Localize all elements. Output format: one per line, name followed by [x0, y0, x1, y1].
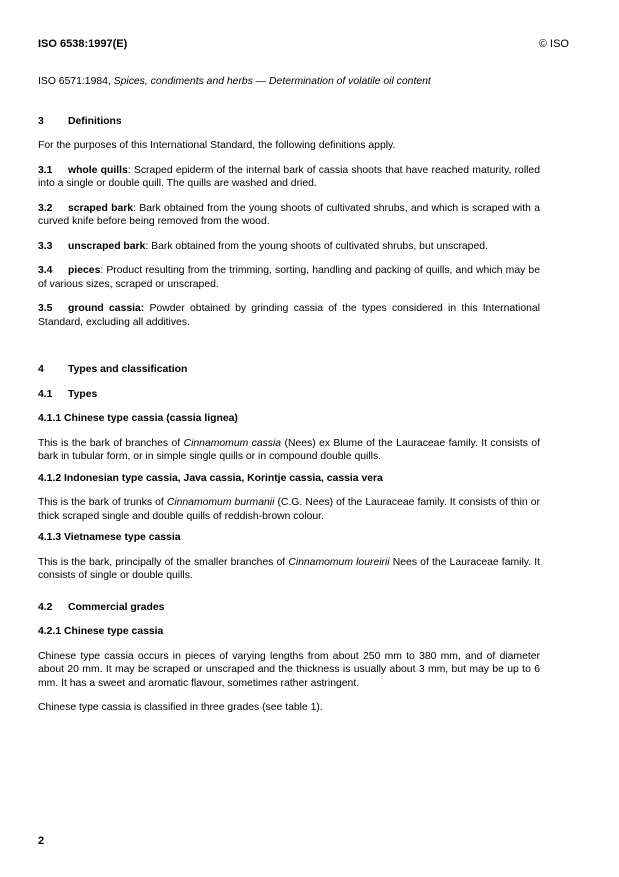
subsection-4-1-1-heading: 4.1.1 Chinese type cassia (cassia lignea): [38, 413, 238, 425]
definition-term: ground cassia:: [68, 303, 145, 315]
species-name: Cinnamomum burmanii: [166, 497, 275, 509]
subsection-4-1-heading: 4.1 Types: [38, 388, 98, 400]
definition-term: scraped bark: [68, 202, 134, 214]
definition-term: unscraped bark: [68, 240, 146, 252]
reference-title: Spices, condiments and herbs — Determination of volatile oil content: [113, 76, 431, 87]
normative-reference: [38, 75, 540, 89]
species-name: Cinnamomum cassia: [183, 437, 282, 449]
definition-3-1: 3.1 whole quills: Scraped epiderm of the internal bark of cassia shoots that have reached maturity, rolled into a single or double quill. The quills are washed and dried.: [38, 164, 540, 190]
section-number: 4: [38, 364, 44, 376]
definition-text: : Bark obtained from the young shoots of cultivated shrubs, and which is scraped with a curved knife before being removed from the wood.: [38, 202, 540, 228]
species-name: Cinnamomum loureirii: [288, 556, 390, 568]
definition-3-4: 3.4 pieces: Product resulting from the trimming, sorting, handling and packing of quills, and which may be of various sizes, scraped or unscraped.: [38, 265, 540, 290]
definitions-intro: For the purposes of this International Standard, the following definitions apply.: [38, 140, 396, 152]
subsection-4-1-2-heading: 4.1.2 Indonesian type cassia, Java cassia, Korintje cassia, cassia vera: [38, 472, 383, 484]
section-number: 3: [38, 115, 44, 127]
copyright-mark: © ISO: [538, 38, 569, 50]
page-content: [38, 75, 540, 715]
subsection-4-2-heading: 4.2 Commercial grades: [38, 601, 165, 613]
section-4-heading: [38, 363, 540, 377]
definition-3-2: 3.2 scraped bark: Bark obtained from the young shoots of cultivated shrubs, and which is scraped with a curved knife before being removed from the wood.: [38, 202, 540, 228]
section-title: Definitions: [68, 115, 122, 127]
page-number: 2: [38, 835, 45, 847]
chinese-grades-paragraph: Chinese type cassia occurs in pieces of varying lengths from about 250 mm to 380 mm, and of diameter about 20 mm. It may be scraped or unscraped and the thickness is usually about 3 mm, but may be up to 6 mm. It has a sweet and aromatic flavour, sometimes rather astringent.: [38, 650, 540, 689]
definition-3-3: 3.3 unscraped bark: Bark obtained from the young shoots of cultivated shrubs, but unscraped.: [38, 240, 488, 252]
definition-text: : Scraped epiderm of the internal bark of cassia shoots that have reached maturity, rolled into a single or double quill. The quills are washed and dried.: [38, 164, 540, 190]
definition-term: whole quills: [68, 164, 128, 176]
vietnamese-type-description: This is the bark, principally of the smaller branches of Cinnamomum loureirii Nees of the Lauraceae family. It consists of single or double quills.: [38, 556, 540, 582]
section-3-heading: [38, 115, 540, 129]
definition-text: : Product resulting from the trimming, sorting, handling and packing of quills, and which may be of various sizes, scraped or unscraped.: [38, 265, 540, 290]
definition-text: Powder obtained by grinding cassia of the types considered in this International Standard, excluding all additives.: [38, 303, 540, 328]
subsection-4-2-1-heading: 4.2.1 Chinese type cassia: [38, 626, 164, 638]
section-title: Types and classification: [68, 364, 188, 376]
indonesian-type-description: This is the bark of trunks of Cinnamomum burmanii (C.G. Nees) of the Lauraceae family. It consists of thin or thick scraped single and double quills of reddish-brown colour.: [38, 497, 540, 522]
definition-3-5: 3.5 ground cassia: Powder obtained by grinding cassia of the types considered in this International Standard, excluding all additives.: [38, 303, 540, 328]
definition-text: : Bark obtained from the young shoots of cultivated shrubs, but unscraped.: [145, 240, 488, 252]
document-id: ISO 6538:1997(E): [38, 38, 128, 50]
subsection-4-1-3-heading: 4.1.3 Vietnamese type cassia: [38, 532, 181, 544]
chinese-type-description: This is the bark of branches of Cinnamomum cassia (Nees) ex Blume of the Lauraceae family. It consists of bark in tubular form, or in simple single quills or in compound double quills.: [38, 437, 540, 463]
reference-number: ISO 6571:1984,: [38, 76, 114, 87]
chinese-grades-table-reference: Chinese type cassia is classified in three grades (see table 1).: [38, 702, 323, 714]
definition-term: pieces: [68, 265, 101, 277]
